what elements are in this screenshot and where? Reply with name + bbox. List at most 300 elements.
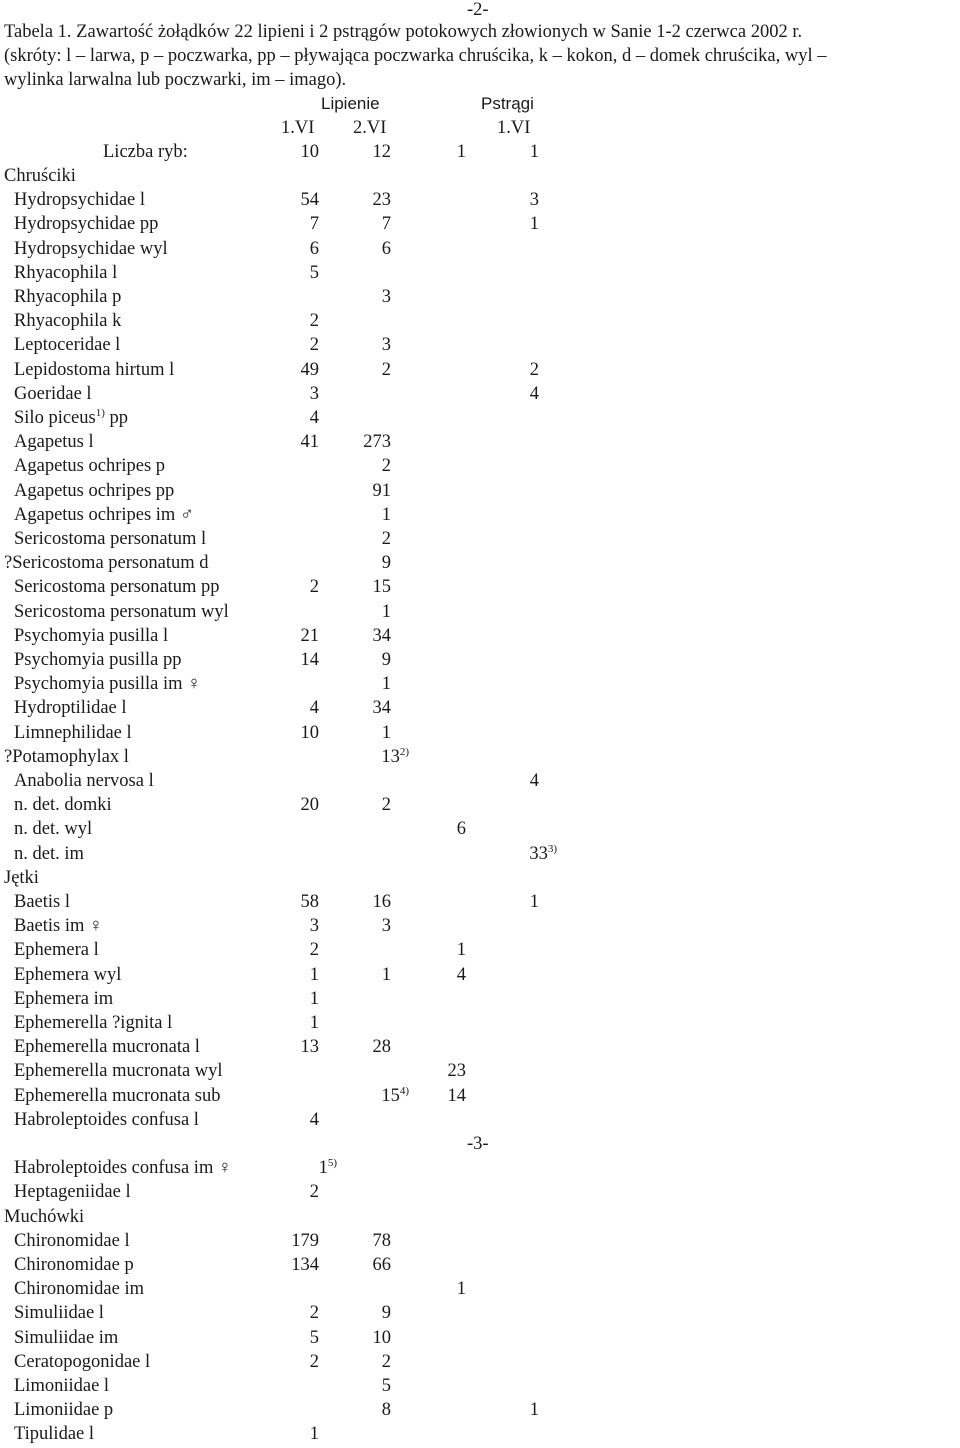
taxon-label [14,696,127,720]
table-row [0,1059,960,1083]
count-c1 [301,648,320,672]
count-value: 14 [447,1086,466,1106]
count-value: 15 [381,1086,400,1106]
count-value: 7 [381,214,391,234]
table-row [0,1229,960,1253]
count-value: 7 [309,214,319,234]
taxon-label-text: Baetis im ♀ [14,916,103,936]
page-number-top: -2- [467,0,489,20]
footnote-mark: 4) [399,1085,409,1097]
taxon-label-text: Simuliidae l [14,1303,104,1323]
count-value: 10 [300,723,319,743]
header-date-3: 1.VI [497,118,531,138]
taxon-label-text: Chruściki [4,166,76,186]
count-value: 273 [363,432,391,452]
count-c2 [381,745,409,771]
taxon-label-text: Ephemerella ?ignita l [14,1013,173,1033]
count-c1 [310,333,319,357]
taxon-label [14,406,128,432]
taxon-label [14,454,165,478]
table-row [0,1035,960,1059]
count-c1 [310,938,319,962]
count-c1 [310,1422,319,1446]
count-value: 2 [309,1182,319,1202]
count-c2 [382,721,391,745]
count-c2 [382,793,391,817]
table-row [0,1180,960,1204]
taxon-label-text: Ephemera wyl [14,965,122,985]
count-c1 [301,890,320,914]
count-c2 [382,672,391,696]
count-c2 [382,914,391,938]
taxon-label-text: Agapetus ochripes im ♂ [14,505,194,525]
count-value: 15 [372,577,391,597]
table-row [0,938,960,962]
taxon-label [14,527,206,551]
table-row [0,188,960,212]
count-c1 [310,406,319,430]
taxon-label [14,1011,172,1035]
count-c3 [457,817,466,841]
taxon-label-text: Agapetus ochripes p [14,456,166,476]
taxon-label-text: Goeridae l [14,384,92,404]
table-row [0,1108,960,1132]
caption-line-3: wylinka larwalna lub poczwarki, im – imago). [4,70,347,90]
taxon-label [14,1059,223,1083]
count-value: 34 [372,698,391,718]
taxon-label [14,333,120,357]
table-row [0,527,960,551]
fish-count-c1: 10 [300,142,319,162]
count-c1 [291,1229,319,1253]
footnote-mark: 1) [95,407,105,419]
taxon-label [14,624,168,648]
count-value: 2 [381,529,391,549]
count-value: 3 [381,916,391,936]
table-row [0,212,960,236]
taxon-label [4,551,208,575]
count-value: 2 [381,456,391,476]
table-row [0,914,960,938]
count-c1 [310,237,319,261]
section-label [4,164,76,188]
table-row [0,309,960,333]
fish-count-c2: 12 [372,142,391,162]
count-value: 1 [456,940,466,960]
count-c1 [301,624,320,648]
taxon-label [14,672,201,696]
taxon-label-text: Rhyacophila k [14,311,122,331]
count-value: 1 [309,965,319,985]
table-row [0,261,960,285]
count-c2 [382,1350,391,1374]
count-value: 3 [309,916,319,936]
taxon-label [14,309,121,333]
count-c2 [381,1084,409,1110]
count-value: 13 [300,1037,319,1057]
taxon-label [14,987,113,1011]
taxon-label-text: n. det. wyl [14,819,93,839]
count-c2 [373,1326,392,1350]
count-c2 [382,527,391,551]
table-row [0,1422,960,1446]
page-number-middle: -3- [467,1134,489,1154]
count-value: 3 [309,384,319,404]
taxon-label-text: Chironomidae l [14,1231,130,1251]
taxon-label-text: Limnephilidae l [14,723,132,743]
count-value: 1 [529,892,539,912]
taxon-label [14,1035,200,1059]
table-row [0,1350,960,1374]
count-c3 [457,963,466,987]
table-row [0,479,960,503]
count-value: 14 [300,650,319,670]
count-value: 2 [381,1352,391,1372]
table-row [0,842,960,866]
table-row [0,987,960,1011]
count-c2 [382,285,391,309]
table-row [0,1301,960,1325]
taxon-label-text: Habroleptoides confusa l [14,1110,199,1130]
table-row [0,382,960,406]
taxon-label-text: ?Potamophylax l [4,747,129,767]
count-c2 [382,551,391,575]
taxon-label [14,1108,199,1132]
taxon-label-text: n. det. im [14,844,84,864]
taxon-label-text: Psychomyia pusilla im ♀ [14,674,202,694]
taxon-label [14,842,84,866]
taxon-label [14,382,92,406]
count-value: 1 [381,674,391,694]
section-heading [0,164,960,188]
section-heading [0,866,960,890]
footnote-mark: 2) [399,746,409,758]
count-value: 4 [309,408,319,428]
taxon-label-text: Sericostoma personatum pp [14,577,220,597]
taxon-label-text: Ephemerella mucronata wyl [14,1061,223,1081]
caption-line-2: (skróty: l – larwa, p – poczwarka, pp – pływająca poczwarka chruścika, k – kokon, d – domek chruścika, wyl – [4,46,827,66]
count-value: 4 [529,771,539,791]
fish-count-c4: 1 [529,142,539,162]
count-value: 21 [300,626,319,646]
table-row [0,358,960,382]
count-c2 [373,1253,392,1277]
taxon-label [14,1398,113,1422]
count-c1 [310,987,319,1011]
table-row [0,430,960,454]
taxon-label [14,1326,118,1350]
count-value: 41 [300,432,319,452]
taxon-label-text: Chironomidae p [14,1255,134,1275]
count-value: 9 [381,1303,391,1323]
count-value: 4 [529,384,539,404]
taxon-label [14,963,121,987]
taxon-label-text: Anabolia nervosa l [14,771,154,791]
taxon-label [14,1277,144,1301]
count-c2 [382,358,391,382]
count-value: 1 [309,1424,319,1444]
taxon-label [14,1180,131,1204]
table-row [0,237,960,261]
count-c2 [382,503,391,527]
count-value: 9 [381,650,391,670]
count-c2 [382,454,391,478]
count-c2 [382,1301,391,1325]
taxon-label-text: Ephemera l [14,940,99,960]
count-value: 23 [372,190,391,210]
taxon-label-text: Hydropsychidae l [14,190,146,210]
taxon-label [14,1253,134,1277]
taxon-label-text: Lepidostoma hirtum l [14,360,175,380]
count-value: 1 [381,505,391,525]
count-value: 1 [318,1158,328,1178]
table-row [0,285,960,309]
count-value: 6 [309,239,319,259]
table-row [0,1011,960,1035]
table-row [0,575,960,599]
count-value: 8 [381,1400,391,1420]
count-value: 58 [300,892,319,912]
taxon-label-text: n. det. domki [14,795,112,815]
taxon-label-text: Silo piceus [14,408,96,428]
taxon-label-text: Ephemerella mucronata sub [14,1086,221,1106]
count-c1 [310,1350,319,1374]
count-value: 5 [309,263,319,283]
table-row [0,817,960,841]
count-value: 20 [300,795,319,815]
taxon-label [14,430,94,454]
count-c1 [310,575,319,599]
count-value: 34 [372,626,391,646]
count-c2 [382,1374,391,1398]
taxon-label-text: Limoniidae l [14,1376,110,1396]
count-value: 13 [381,747,400,767]
table-row [0,672,960,696]
count-value: 1 [381,723,391,743]
taxon-label-text: Psychomyia pusilla l [14,626,169,646]
count-c3 [448,1059,467,1083]
count-c4 [530,1398,539,1422]
taxon-label [14,1084,221,1108]
count-value: 6 [381,239,391,259]
count-value: 1 [529,214,539,234]
count-c1 [310,212,319,236]
count-c2 [382,600,391,624]
count-value: 2 [529,360,539,380]
count-value: 28 [372,1037,391,1057]
count-value: 179 [291,1231,319,1251]
taxon-label-text: Simuliidae im [14,1328,119,1348]
table-row [0,624,960,648]
count-value: 10 [372,1328,391,1348]
taxon-label [14,261,117,285]
count-c2 [373,624,392,648]
count-c3 [457,938,466,962]
taxon-label-text: Sericostoma personatum l [14,529,207,549]
taxon-label [14,188,145,212]
table-row [0,333,960,357]
fish-count-label: Liczba ryb: [103,142,188,162]
taxon-label [14,479,174,503]
count-value: 23 [447,1061,466,1081]
taxon-label [14,285,121,309]
table-row [0,1374,960,1398]
taxon-label [14,938,99,962]
header-pstragi: Pstrągi [481,94,534,113]
taxon-label [14,1229,130,1253]
count-value: 1 [309,1013,319,1033]
header-date-1: 1.VI [281,118,315,138]
count-c1 [310,1180,319,1204]
count-value: 2 [381,795,391,815]
count-c2 [382,648,391,672]
taxon-label-text: Hydroptilidae l [14,698,127,718]
taxon-label [14,358,174,382]
count-value: 1 [381,965,391,985]
table-row [0,1326,960,1350]
header-date-2: 2.VI [353,118,387,138]
count-c1 [301,358,320,382]
section-label [4,1205,84,1229]
count-value: 2 [309,1303,319,1323]
footnote-mark: 5) [327,1157,337,1169]
count-c1 [301,1035,320,1059]
count-c4 [530,890,539,914]
count-c3 [457,1277,466,1301]
count-c4 [530,188,539,212]
table-row [0,696,960,720]
table-row [0,1398,960,1422]
taxon-label-text: Tipulidae l [14,1424,95,1444]
taxon-label-text: Hydropsychidae pp [14,214,159,234]
taxon-label-text: Heptageniidae l [14,1182,131,1202]
count-c4 [530,382,539,406]
taxon-label-text: Psychomyia pusilla pp [14,650,182,670]
taxon-label-text: Limoniidae p [14,1400,114,1420]
count-c2 [373,696,392,720]
taxon-label [14,721,132,745]
section-label [4,866,39,890]
taxon-label-text: Rhyacophila p [14,287,122,307]
table-row [0,963,960,987]
taxon-label [14,1156,232,1180]
taxon-label [14,648,182,672]
fish-count-row [0,140,960,164]
count-value: 2 [309,1352,319,1372]
taxon-label-text: Muchówki [4,1207,85,1227]
count-c2 [373,1035,392,1059]
count-c1 [310,914,319,938]
count-value: 1 [309,989,319,1009]
taxon-label-text: ?Sericostoma personatum d [4,553,209,573]
count-c1 [301,430,320,454]
taxon-label [14,890,70,914]
table-row [0,745,960,769]
table-row [0,1253,960,1277]
taxon-label [14,1374,109,1398]
taxon-label [14,793,112,817]
count-c2 [373,890,392,914]
count-value: 54 [300,190,319,210]
header-lipienie: Lipienie [321,94,380,113]
count-value: 4 [309,698,319,718]
count-c2 [373,479,392,503]
taxon-label-text: Ephemerella mucronata l [14,1037,200,1057]
count-c2 [373,188,392,212]
taxon-label [4,745,129,769]
taxon-label [14,769,154,793]
count-value: 9 [381,553,391,573]
taxon-label [14,600,229,624]
count-c4 [530,769,539,793]
count-c1 [310,1011,319,1035]
count-value: 2 [381,360,391,380]
count-c1 [310,963,319,987]
count-c1 [301,721,320,745]
count-c1 [310,1326,319,1350]
table-row [0,648,960,672]
count-c2 [373,575,392,599]
count-value: 4 [309,1110,319,1130]
taxon-label [14,914,103,938]
taxon-label-text: Sericostoma personatum wyl [14,602,229,622]
count-value: 91 [372,481,391,501]
taxon-label [14,503,194,527]
taxon-label [14,817,92,841]
count-value: 2 [309,335,319,355]
taxon-label-text: Chironomidae im [14,1279,144,1299]
count-c2 [382,333,391,357]
count-value: 66 [372,1255,391,1275]
count-c2 [382,237,391,261]
table-row [0,406,960,430]
count-value: 49 [300,360,319,380]
count-value: 78 [372,1231,391,1251]
count-c2 [373,1229,392,1253]
count-c2 [363,430,391,454]
count-value: 134 [291,1255,319,1275]
taxon-label-text: Ceratopogonidae l [14,1352,151,1372]
taxon-label-text: Agapetus l [14,432,94,452]
taxon-label [14,212,158,236]
count-c1 [301,188,320,212]
taxon-label-text: Leptoceridae l [14,335,121,355]
count-c4 [529,842,557,868]
count-value: 2 [309,940,319,960]
count-value: 5 [381,1376,391,1396]
taxon-label-text: Baetis l [14,892,71,912]
count-value: 1 [381,602,391,622]
count-c1 [310,382,319,406]
taxon-label-text: Ephemera im [14,989,114,1009]
taxon-label-text: Hydropsychidae wyl [14,239,168,259]
table-row [0,1156,960,1180]
taxon-label-tail: pp [104,408,129,428]
section-heading [0,1205,960,1229]
fish-count-c3: 1 [456,142,466,162]
table-row [0,769,960,793]
count-c1 [310,1301,319,1325]
taxon-label [14,575,220,599]
count-value: 33 [529,844,548,864]
count-value: 1 [456,1279,466,1299]
count-c1 [301,793,320,817]
table-row [0,551,960,575]
table-row [0,890,960,914]
table-row [0,793,960,817]
count-value: 1 [529,1400,539,1420]
caption-line-1: Tabela 1. Zawartość żołądków 22 lipieni i 2 pstrągów potokowych złowionych w Sanie 1-2 czerwca 2002 r. [4,22,803,42]
